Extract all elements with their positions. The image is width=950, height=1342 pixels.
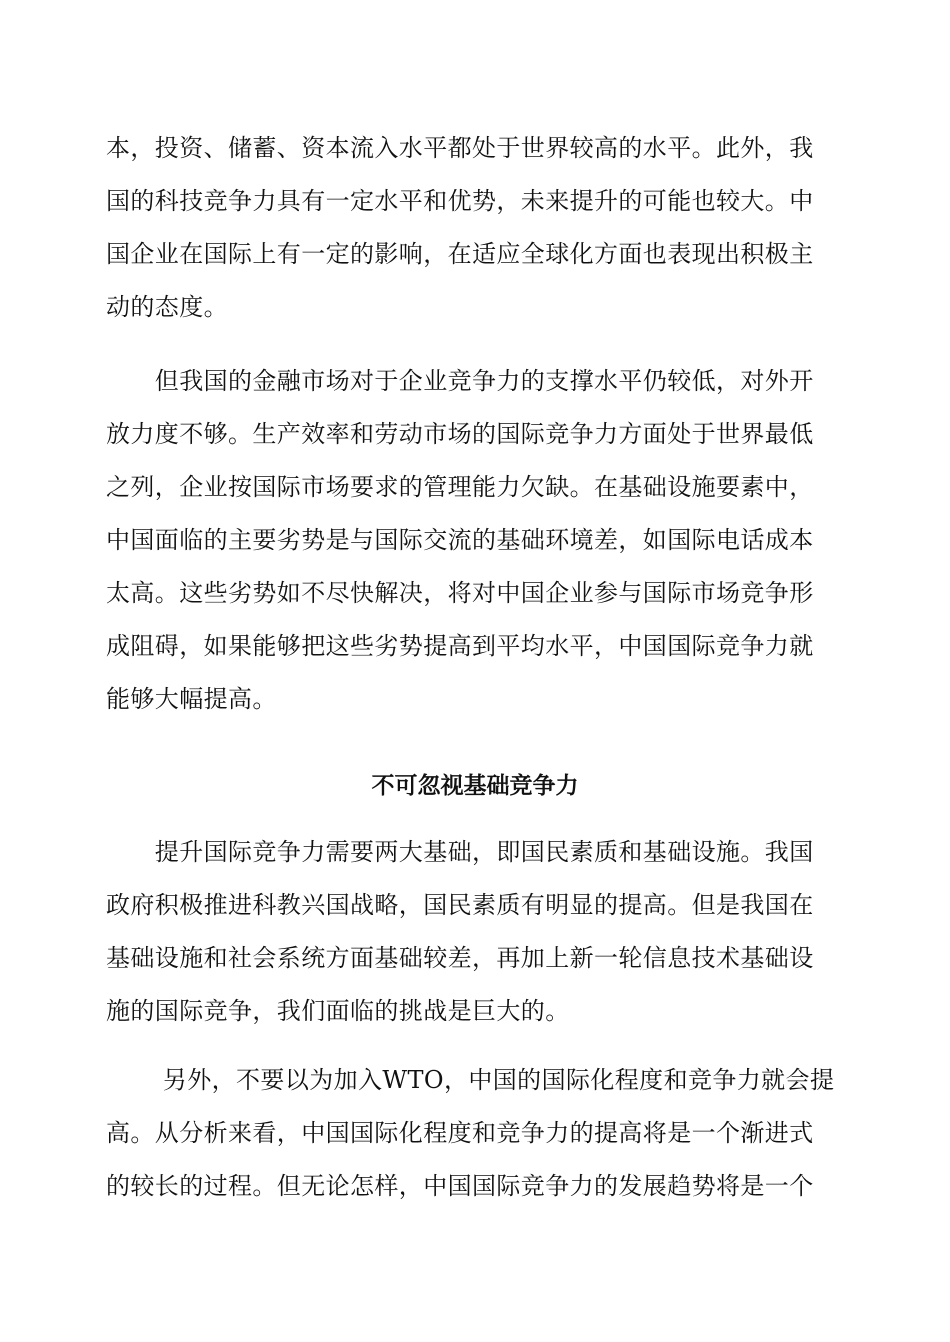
paragraph-line: 成阻碍，如果能够把这些劣势提高到平均水平，中国国际竞争力就 — [106, 632, 814, 660]
paragraph-line: 放力度不够。生产效率和劳动市场的国际竞争力方面处于世界最低 — [106, 420, 814, 448]
paragraph-line: 中国面临的主要劣势是与国际交流的基础环境差，如国际电话成本 — [106, 526, 814, 554]
paragraph-line: 施的国际竞争，我们面临的挑战是巨大的。 — [106, 997, 570, 1025]
paragraph-line: 太高。这些劣势如不尽快解决，将对中国企业参与国际市场竞争形 — [106, 579, 814, 607]
paragraph-3 — [106, 826, 844, 1038]
paragraph-line: 的较长的过程。但无论怎样，中国国际竞争力的发展趋势将是一个 — [106, 1172, 814, 1200]
paragraph-1 — [106, 122, 844, 334]
paragraph-line: 高。从分析来看，中国国际化程度和竞争力的提高将是一个渐进式 — [106, 1119, 814, 1147]
paragraph-4 — [106, 1054, 844, 1213]
paragraph-line: 另外，不要以为加入WTO，中国的国际化程度和竞争力就会提 — [106, 1066, 835, 1094]
paragraph-line: 能够大幅提高。 — [106, 685, 277, 713]
paragraph-line: 之列，企业按国际市场要求的管理能力欠缺。在基础设施要素中， — [106, 473, 814, 501]
paragraph-2 — [106, 355, 844, 726]
paragraph-line: 国的科技竞争力具有一定水平和优势，未来提升的可能也较大。中 — [106, 187, 814, 215]
paragraph-line: 国企业在国际上有一定的影响，在适应全球化方面也表现出积极主 — [106, 240, 814, 268]
paragraph-line: 动的态度。 — [106, 293, 228, 321]
paragraph-line: 提升国际竞争力需要两大基础，即国民素质和基础设施。我国 — [106, 838, 814, 866]
paragraph-line: 基础设施和社会系统方面基础较差，再加上新一轮信息技术基础设 — [106, 944, 814, 972]
paragraph-line: 本，投资、储蓄、资本流入水平都处于世界较高的水平。此外，我 — [106, 134, 814, 162]
section-heading: 不可忽视基础竞争力 — [371, 773, 579, 799]
paragraph-line: 但我国的金融市场对于企业竞争力的支撑水平仍较低，对外开 — [106, 367, 814, 395]
paragraph-line: 政府积极推进科教兴国战略，国民素质有明显的提高。但是我国在 — [106, 891, 814, 919]
